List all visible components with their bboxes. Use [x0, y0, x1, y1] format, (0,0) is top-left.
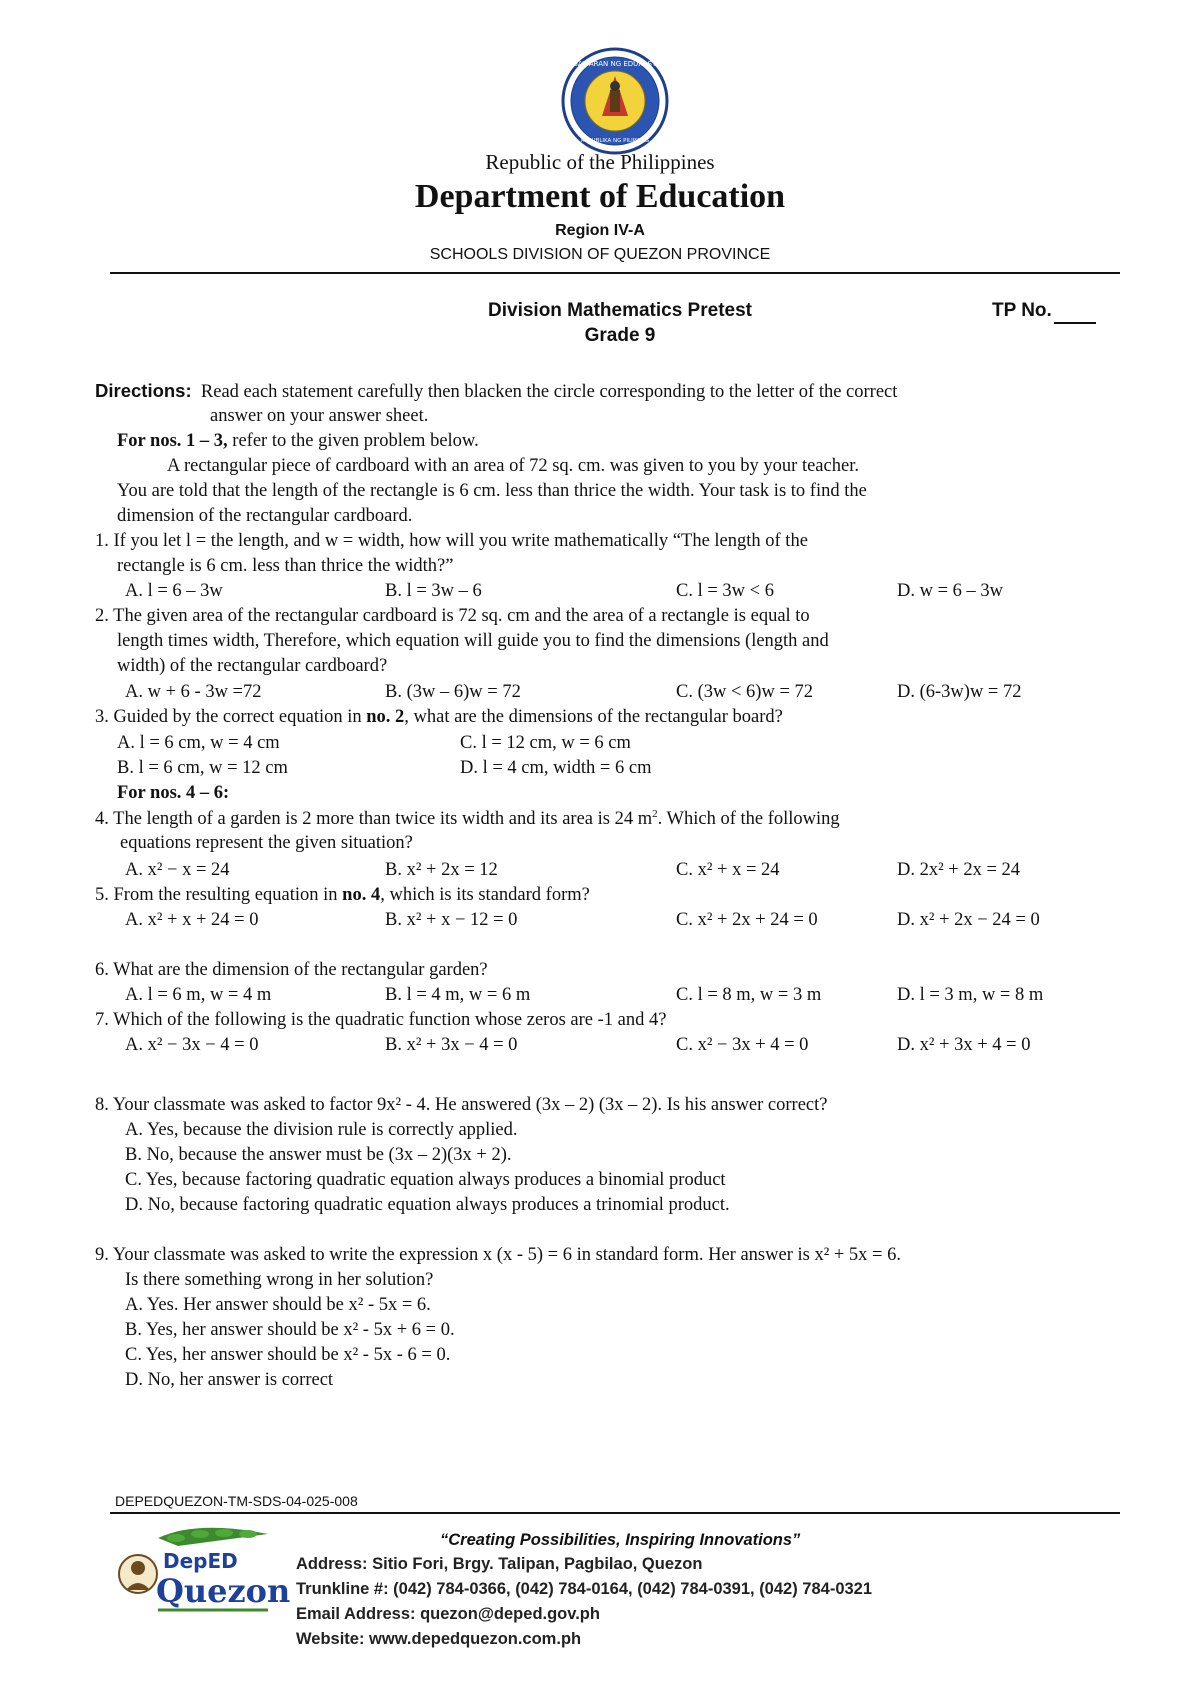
directions-line-2: answer on your answer sheet. [210, 406, 429, 426]
question-5-pre: 5. From the resulting equation in [95, 885, 343, 905]
question-4-option-d: D. 2x² + 2x = 24 [897, 860, 1021, 880]
question-5-post: , which is its standard form? [380, 885, 590, 905]
question-2-option-a: A. w + 6 - 3w =72 [125, 682, 262, 702]
question-9-option-d: D. No, her answer is correct [125, 1370, 334, 1390]
directions-label: Directions: [95, 380, 192, 401]
seal-text-top: KAGAWARAN NG EDUKASYON [563, 60, 667, 68]
question-3-ref: no. 2 [366, 707, 405, 727]
slogan: “Creating Possibilities, Inspiring Innovations” [440, 1531, 801, 1549]
question-9-line-2: Is there something wrong in her solution? [125, 1270, 434, 1290]
question-1-line-2: rectangle is 6 cm. less than thrice the width?” [117, 556, 454, 576]
problem-line-2: You are told that the length of the rectangle is 6 cm. less than thrice the width. Your task is to find the [117, 481, 867, 501]
question-1-option-b: B. l = 3w – 6 [385, 581, 482, 601]
question-4-sup: 2 [652, 808, 658, 820]
question-1-option-a: A. l = 6 – 3w [125, 581, 223, 601]
footer-email[interactable]: Email Address: quezon@deped.gov.ph [296, 1605, 600, 1623]
department-heading: Department of Education [414, 178, 786, 215]
question-6-option-d: D. l = 3 m, w = 8 m [897, 985, 1044, 1005]
question-9-option-b: B. Yes, her answer should be x² - 5x + 6 = 0. [125, 1320, 455, 1340]
question-5-option-b: B. x² + x − 12 = 0 [385, 910, 518, 930]
directions-text: Read each statement carefully then blacken the circle corresponding to the letter of the correct [200, 382, 898, 402]
question-2-line-1: 2. The given area of the rectangular cardboard is 72 sq. cm and the area of a rectangle is equal to [95, 606, 810, 626]
question-3-option-b: B. l = 6 cm, w = 12 cm [117, 758, 288, 778]
question-7-option-a: A. x² − 3x − 4 = 0 [125, 1035, 259, 1055]
question-7-line: 7. Which of the following is the quadratic function whose zeros are -1 and 4? [95, 1010, 667, 1030]
question-9-option-c: C. Yes, her answer should be x² - 5x - 6 = 0. [125, 1345, 451, 1365]
republic-heading: Republic of the Philippines [485, 150, 715, 174]
tp-blank [1054, 300, 1096, 324]
question-7-option-b: B. x² + 3x − 4 = 0 [385, 1035, 518, 1055]
question-5-line [95, 885, 590, 906]
directions-line-1 [95, 380, 897, 403]
question-3-pre: 3. Guided by the correct equation in [95, 707, 367, 727]
question-6-line: 6. What are the dimension of the rectangular garden? [95, 960, 488, 980]
question-6-option-a: A. l = 6 m, w = 4 m [125, 985, 272, 1005]
grade-label: Grade 9 [584, 325, 656, 346]
footer-trunkline: Trunkline #: (042) 784-0366, (042) 784-0164, (042) 784-0391, (042) 784-0321 [296, 1580, 873, 1598]
division-heading: SCHOOLS DIVISION OF QUEZON PROVINCE [429, 246, 771, 263]
question-2-option-d: D. (6-3w)w = 72 [897, 682, 1022, 702]
test-title: Division Mathematics Pretest [488, 300, 752, 321]
question-9-line-1: 9. Your classmate was asked to write the expression x (x - 5) = 6 in standard form. Her answer is x² + 5x = 6. [95, 1245, 901, 1265]
question-2-line-3: width) of the rectangular cardboard? [117, 656, 388, 676]
question-2-option-c: C. (3w < 6)w = 72 [676, 682, 813, 702]
tp-number [992, 300, 1096, 324]
question-4-pre: 4. The length of a garden is 2 more than twice its width and its area is 24 m [95, 809, 653, 830]
question-4-option-b: B. x² + 2x = 12 [385, 860, 498, 880]
header-divider [110, 272, 1120, 274]
footer-address: Address: Sitio Fori, Brgy. Talipan, Pagbilao, Quezon [296, 1555, 703, 1573]
group1-label [117, 431, 479, 452]
question-4-line-1 [95, 808, 840, 830]
question-5-ref: no. 4 [342, 885, 381, 905]
group2-label: For nos. 4 – 6: [117, 783, 230, 803]
question-2-option-b: B. (3w – 6)w = 72 [385, 682, 521, 702]
question-4-post: . Which of the following [657, 809, 840, 830]
footer-website[interactable]: Website: www.depedquezon.com.ph [296, 1630, 582, 1648]
question-3-post: , what are the dimensions of the rectangular board? [404, 707, 783, 727]
question-1-option-d: D. w = 6 – 3w [897, 581, 1004, 601]
question-3-option-c: C. l = 12 cm, w = 6 cm [460, 733, 631, 753]
question-8-option-c: C. Yes, because factoring quadratic equation always produces a binomial product [125, 1170, 726, 1190]
for-nos-label: For nos. [117, 431, 182, 451]
question-1-line-1: 1. If you let l = the length, and w = width, how will you write mathematically “The length of the [95, 531, 808, 551]
logo-text-deped: DepED [163, 1549, 238, 1573]
question-5-option-a: A. x² + x + 24 = 0 [125, 910, 259, 930]
seal-text-bottom: REPUBLIKA NG PILIPINAS [580, 138, 650, 144]
question-3-option-a: A. l = 6 cm, w = 4 cm [117, 733, 280, 753]
question-5-option-c: C. x² + 2x + 24 = 0 [676, 910, 818, 930]
question-8-option-b: B. No, because the answer must be (3x – 2)(3x + 2). [125, 1145, 512, 1165]
group1-range: 1 – 3, [186, 431, 228, 451]
question-3-line [95, 707, 783, 728]
logo-text-quezon: Quezon [156, 1572, 291, 1610]
question-2-line-2: length times width, Therefore, which equation will guide you to find the dimensions (length and [117, 631, 829, 651]
question-5-option-d: D. x² + 2x − 24 = 0 [897, 910, 1040, 930]
question-8-option-d: D. No, because factoring quadratic equation always produces a trinomial product. [125, 1195, 730, 1215]
document-code: DEPEDQUEZON-TM-SDS-04-025-008 [115, 1493, 358, 1509]
question-4-option-a: A. x² − x = 24 [125, 860, 230, 880]
question-7-option-c: C. x² − 3x + 4 = 0 [676, 1035, 809, 1055]
footer-divider [110, 1512, 1120, 1514]
tp-label: TP No. [992, 300, 1052, 321]
region-heading: Region IV-A [555, 222, 645, 239]
question-6-option-c: C. l = 8 m, w = 3 m [676, 985, 822, 1005]
question-9-option-a: A. Yes. Her answer should be x² - 5x = 6. [125, 1295, 431, 1315]
question-3-option-d: D. l = 4 cm, width = 6 cm [460, 758, 652, 778]
group1-rest: refer to the given problem below. [232, 431, 479, 451]
question-6-option-b: B. l = 4 m, w = 6 m [385, 985, 531, 1005]
deped-seal-logo [560, 46, 670, 156]
question-7-option-d: D. x² + 3x + 4 = 0 [897, 1035, 1031, 1055]
question-4-line-2: equations represent the given situation? [120, 833, 413, 853]
question-8-option-a: A. Yes, because the division rule is correctly applied. [125, 1120, 518, 1140]
deped-quezon-logo [118, 1524, 291, 1624]
question-8-line: 8. Your classmate was asked to factor 9x² - 4. He answered (3x – 2) (3x – 2). Is his answer correct? [95, 1095, 828, 1115]
question-4-option-c: C. x² + x = 24 [676, 860, 780, 880]
problem-line-1: A rectangular piece of cardboard with an area of 72 sq. cm. was given to you by your teacher. [167, 456, 859, 476]
question-1-option-c: C. l = 3w < 6 [676, 581, 774, 601]
problem-line-3: dimension of the rectangular cardboard. [117, 506, 413, 526]
